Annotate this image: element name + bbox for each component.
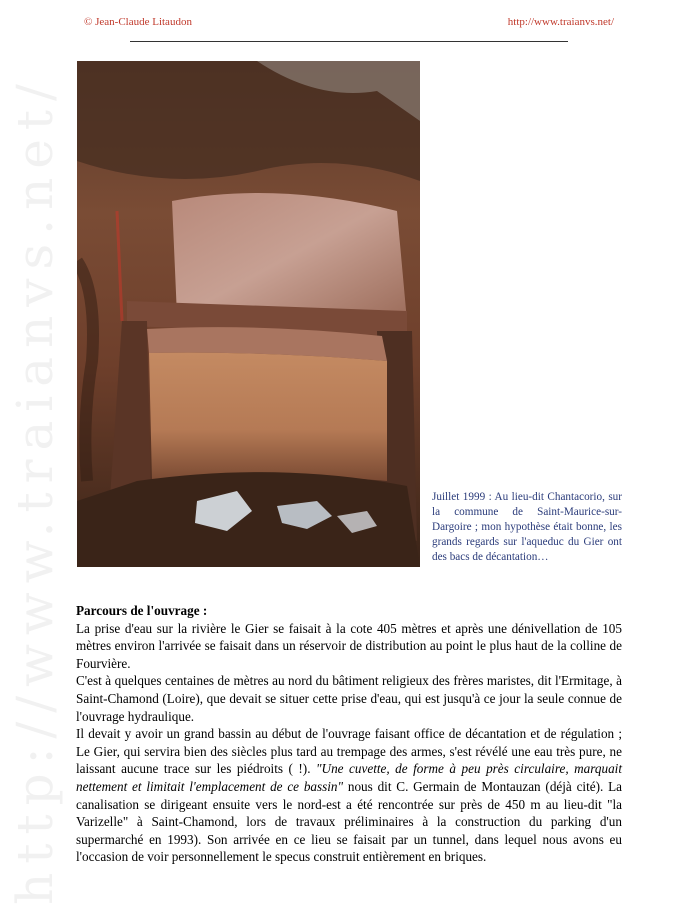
photo-caption: Juillet 1999 : Au lieu-dit Chantacorio, sur la commune de Saint-Maurice-sur-Dargoire ; mon hypothèse était bonne, les grands regards sur l'aqueduc du Gier ont des bacs de décantation… <box>432 491 622 563</box>
paragraph-3 <box>76 725 622 866</box>
article-section <box>76 602 622 866</box>
section-title: Parcours de l'ouvrage : <box>76 603 208 618</box>
paragraph-2: C'est à quelques centaines de mètres au nord du bâtiment religieux des frères maristes, dit l'Ermitage, à Saint-Chamond (Loire), que devait se situer cette prise d'eau, qui est jusqu'à ce jour la seule connue de l'ouvrage hydraulique. <box>76 673 622 724</box>
copyright-text: © Jean-Claude Litaudon <box>84 16 192 28</box>
site-url-link[interactable]: http://www.traianvs.net/ <box>507 16 614 28</box>
paragraph-3-end: nous dit C. Germain de Montauzan (déjà cité). La canalisation se dirigeant ensuite vers le nord-est a été rencontrée sur près de 450 m au lieu-dit "la Varizelle" à Saint-Chamond, lors de travaux préliminaires à la construction du parking d'un supermarché en 1993). Son arrivée en ce lieu se faisait par un tunnel, dans lequel nous avons eu l'occasion de voir personnellement le specus construit entièrement en briques. <box>76 778 622 865</box>
excavation-photo <box>77 61 420 567</box>
paragraph-3-start: Il devait y avoir un grand bassin au début de l'ouvrage faisant office de décantation et de régulation ; Le Gier, qui servira bien des siècles plus tard au trempage des armes, s'est révélé une eau très pure, ne laissant aucune trace sur les piédroits ( !). <box>76 726 622 777</box>
paragraph-3-quote: "Une cuvette, de forme à peu près circulaire, marquait nettement et limitait l'emplacement de ce bassin" <box>76 761 623 794</box>
header-divider <box>130 41 568 42</box>
paragraph-1: La prise d'eau sur la rivière le Gier se faisait à la cote 405 mètres et après une dénivellation de 105 mètres environ l'arrivée se faisait dans un réservoir de distribution au point le plus haut de la colline de Fourvière. <box>76 620 622 671</box>
watermark-text: http://www.traianvs.net/ <box>6 75 64 905</box>
